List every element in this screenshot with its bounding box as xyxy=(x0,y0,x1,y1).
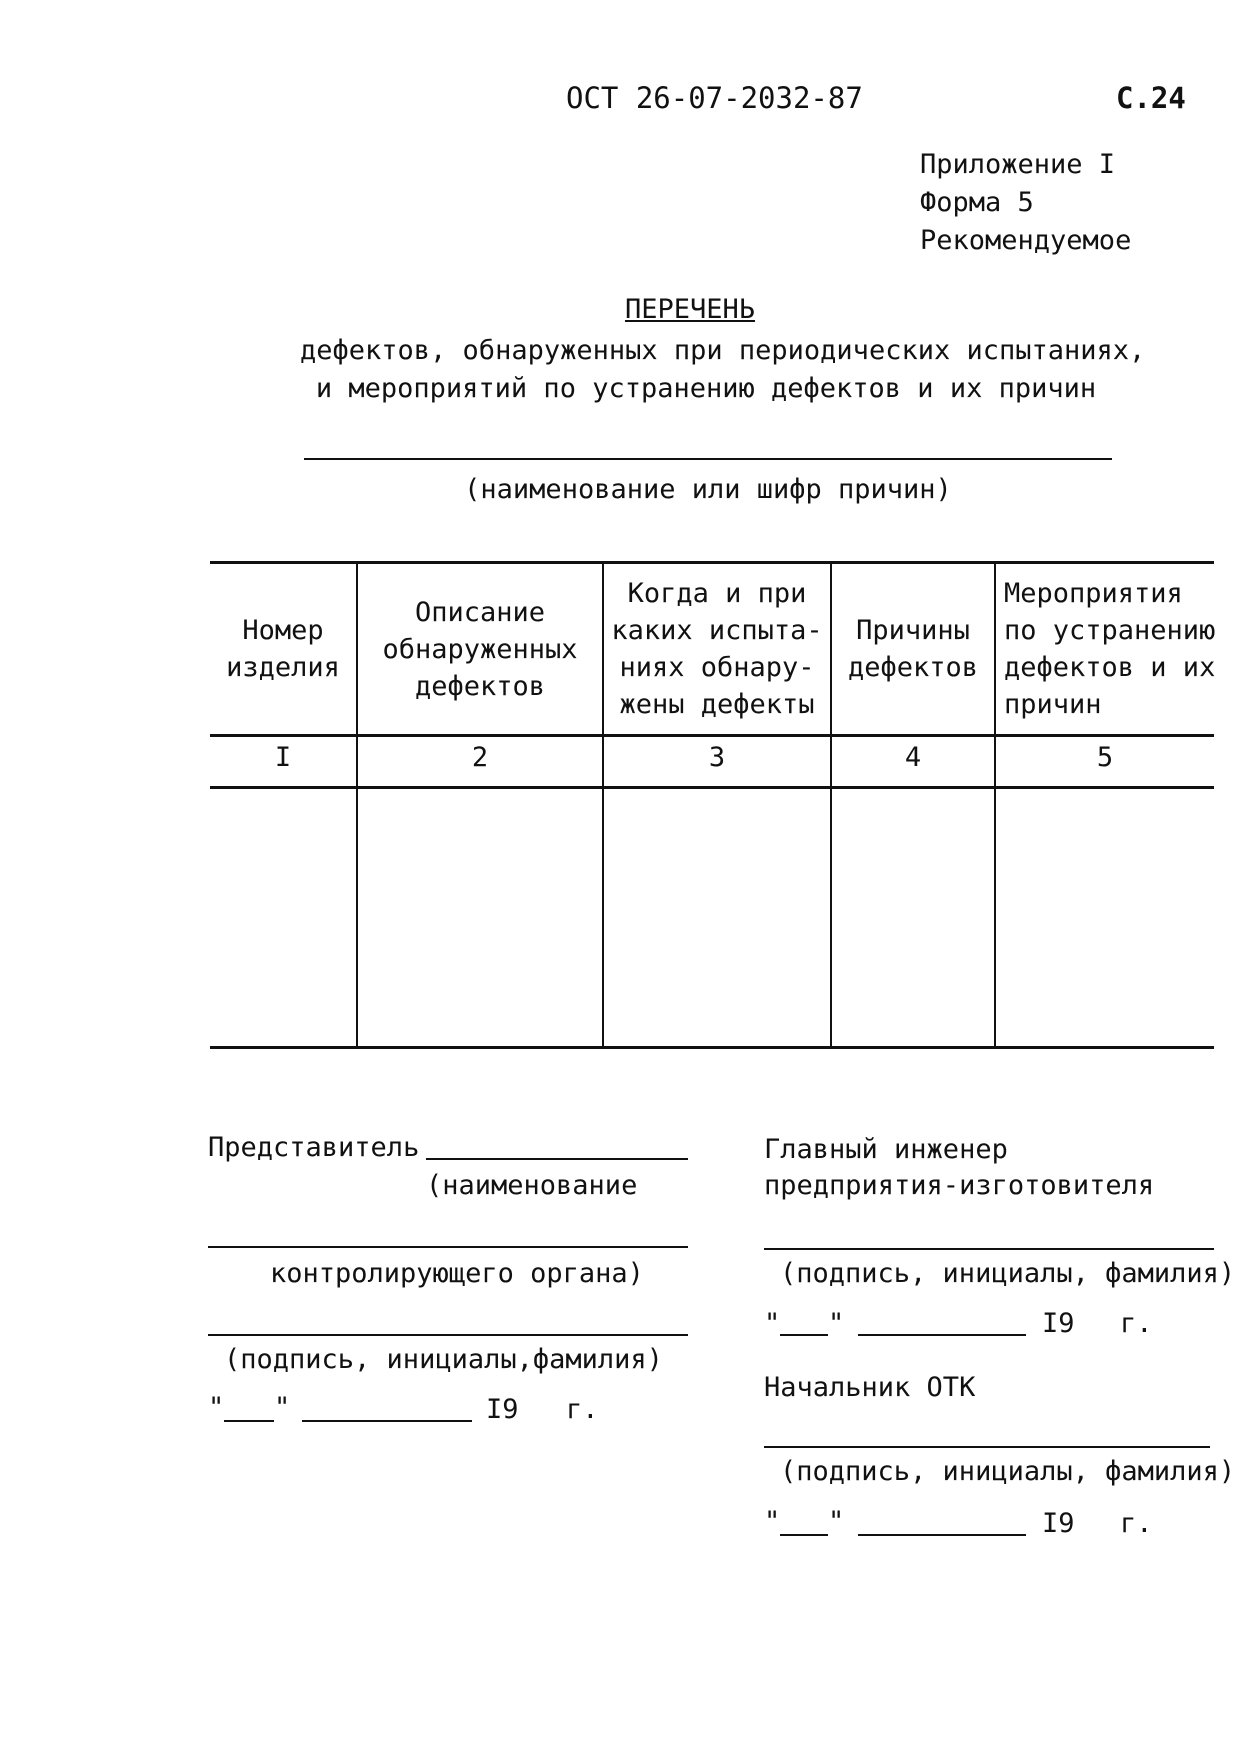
chief-engineer-signature-caption: (подпись, инициалы, фамилия) xyxy=(780,1258,1236,1289)
header-measures: Мероприятия по устранению дефектов и их причин xyxy=(1004,578,1216,720)
otk-date-year-suffix: г. xyxy=(1120,1508,1153,1539)
column-number-3: 3 xyxy=(708,742,726,773)
date-day-close-quote: " xyxy=(274,1392,291,1423)
chief-engineer-organization: предприятия-изготовителя xyxy=(764,1170,1155,1201)
column-number-5: 5 xyxy=(1096,742,1114,773)
representative-label: Представитель xyxy=(208,1132,420,1163)
column-number-1: I xyxy=(274,742,292,773)
otk-date-year: I9 xyxy=(1042,1508,1075,1539)
organ-name-caption: контролирующего органа) xyxy=(270,1258,644,1289)
chief-engineer-signature-line xyxy=(764,1248,1214,1250)
representative-signature-caption: (подпись, инициалы,фамилия) xyxy=(224,1344,663,1375)
document-subtitle xyxy=(300,332,1146,408)
table-bottom-border xyxy=(210,1046,1214,1049)
recommended-label: Рекомендуемое xyxy=(920,225,1132,256)
header-item-number: Номер изделия xyxy=(226,615,340,683)
appendix-label: Приложение I xyxy=(920,149,1116,180)
chief-date-day-line xyxy=(780,1334,828,1336)
chief-date-day-open-quote: " xyxy=(764,1308,781,1339)
table-header-border xyxy=(210,734,1214,737)
date-day-line xyxy=(224,1420,274,1422)
column-number-4: 4 xyxy=(904,742,922,773)
representative-name-caption: (наименование xyxy=(426,1170,638,1201)
name-field-line xyxy=(304,458,1112,460)
otk-date-month-line xyxy=(858,1534,1026,1536)
chief-date-year-suffix: г. xyxy=(1120,1308,1153,1339)
otk-date-day-open-quote: " xyxy=(764,1506,781,1537)
header-defect-description: Описание обнаруженных дефектов xyxy=(382,596,578,702)
date-year-suffix: г. xyxy=(566,1394,599,1425)
column-number-2: 2 xyxy=(471,742,489,773)
date-day-open-quote: " xyxy=(208,1392,225,1423)
header-when-detected: Когда и при каких испыта- ниях обнару- жены дефекты xyxy=(611,578,823,720)
appendix-block xyxy=(920,146,1131,260)
document-title: ПЕРЕЧЕНЬ xyxy=(624,294,756,325)
page-number: С.24 xyxy=(1116,81,1186,115)
chief-date-day-close-quote: " xyxy=(828,1308,845,1339)
otk-head-title: Начальник ОТК xyxy=(764,1372,976,1403)
chief-date-month-line xyxy=(858,1334,1026,1336)
defects-table xyxy=(210,558,1214,1048)
otk-date-day-line xyxy=(780,1534,828,1536)
otk-head-signature-line xyxy=(764,1446,1210,1448)
table-number-row-border xyxy=(210,786,1214,789)
representative-name-line xyxy=(426,1158,688,1160)
form-number: Форма 5 xyxy=(920,187,1034,218)
otk-date-day-close-quote: " xyxy=(828,1506,845,1537)
subtitle-line-1: дефектов, обнаруженных при периодических испытаниях, xyxy=(300,335,1146,366)
representative-signature-line xyxy=(208,1334,688,1336)
organ-name-line xyxy=(208,1246,688,1248)
name-field-caption: (наименование или шифр причин) xyxy=(464,474,952,505)
otk-head-signature-caption: (подпись, инициалы, фамилия) xyxy=(780,1456,1236,1487)
subtitle-line-2: и мероприятий по устранению дефектов и их причин xyxy=(315,373,1097,404)
date-year: I9 xyxy=(486,1394,519,1425)
document-code: ОСТ 26-07-2032-87 xyxy=(566,81,863,115)
chief-engineer-title: Главный инженер xyxy=(764,1134,1008,1165)
date-month-line xyxy=(302,1420,472,1422)
header-defect-causes: Причины дефектов xyxy=(847,615,979,683)
chief-date-year: I9 xyxy=(1042,1308,1075,1339)
